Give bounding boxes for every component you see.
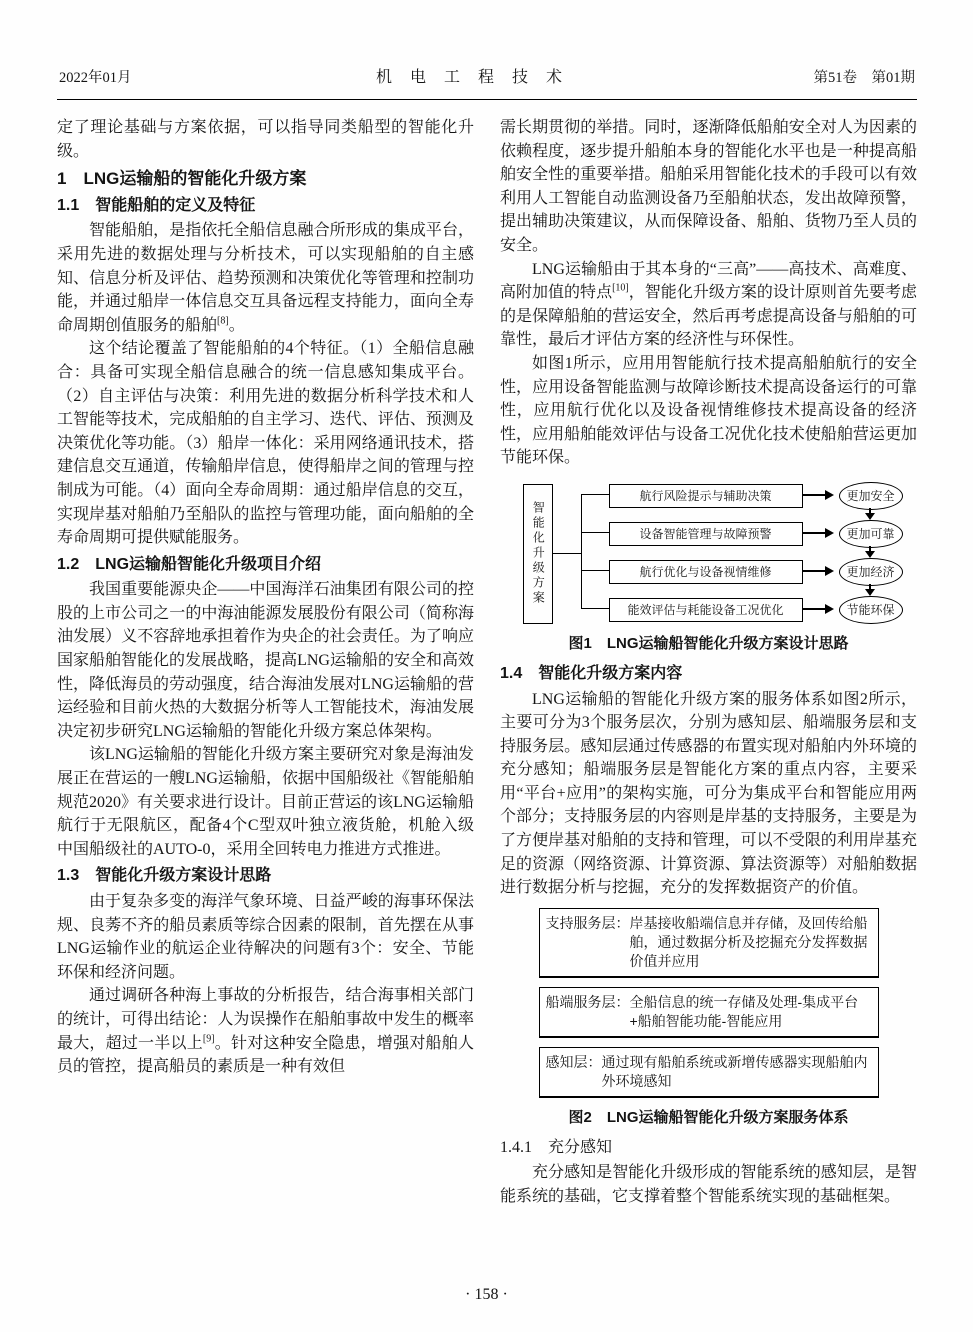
service-layer-box xyxy=(539,987,879,1038)
service-layer-box xyxy=(539,908,879,978)
connector-line xyxy=(581,570,609,572)
section-heading-1-4-1: 1.4.1 充分感知 xyxy=(500,1138,613,1156)
paragraph-text: 。 xyxy=(228,316,245,334)
connector-line xyxy=(552,553,582,555)
paragraph: 充分感知是智能化升级形成的智能系统的感知层，是智能系统的基础，它支撑着整个智能系统实现的基础框架。 xyxy=(500,1164,917,1206)
arrow-right-head xyxy=(825,566,834,576)
arrow-right-head xyxy=(825,528,834,538)
layer-text: 岸基接收船端信息并存储，及回传给船舶，通过数据分析及挖掘充分发挥数据价值并应用 xyxy=(629,914,868,969)
arrow-right xyxy=(803,532,825,534)
header-date: 2022年01月 xyxy=(59,70,132,86)
paragraph: 由于复杂多变的海洋气象环境、日益严峻的海事环保法规、良莠不齐的船员素质等综合因素的限制，首先摆在从事LNG运输作业的航运企业待解决的问题有3个：安全、节能环保和经济问题。 xyxy=(57,893,474,981)
paragraph-text: LNG运输船由于其本身的“三高”——高技术、高难度、高附加值的特点 xyxy=(500,260,917,302)
layer-label: 感知层： xyxy=(545,1053,602,1070)
citation-ref: [9] xyxy=(202,1033,215,1045)
service-layer-box xyxy=(539,1047,879,1098)
journal-title: 机 电 工 程 技 术 xyxy=(375,69,569,86)
arrow-right xyxy=(803,608,825,610)
paragraph-text: 智能船舶，是指依托全船信息融合所形成的集成平台，采用先进的数据处理与分析技术，可以实现船舶的自主感知、信息分析及评估、趋势预测和决策优化等管理和控制功能，并通过船岸一体信息交互具备远程支持能力，面向全寿命周期创值服务的船舶 xyxy=(57,222,474,334)
arrow-right-head xyxy=(825,490,834,500)
right-column xyxy=(500,116,917,1209)
section-heading-1-2: 1.2 LNG运输船智能化升级项目介绍 xyxy=(57,555,322,573)
header-rule xyxy=(57,99,917,100)
figure1-flow-diagram xyxy=(509,478,909,630)
arrow-down-head xyxy=(865,513,875,520)
paragraph-text: 通过调研各种海上事故的分析报告，结合海事相关部门的统计，可得出结论：人为误操作在船舶事故中发生的概率最大，超过一半以上 xyxy=(57,987,474,1052)
flow-result-ellipse: 更加安全 xyxy=(839,482,903,510)
page-header xyxy=(57,50,917,99)
layer-label: 支持服务层： xyxy=(545,914,630,931)
paragraph: 这个结论覆盖了智能船舶的4个特征。（1）全船信息融合：具备可实现全船信息融合的统一信息感知集成平台。（2）自主评估与决策：利用先进的数据分析科学技术和人工智能等技术，完成船舶的自主学习、迭代、评估、预测及决策优化等功能。（3）船岸一体化：采用网络通讯技术，搭建信息交互通道，传输船岸信息，使得船岸之间的管理与控制成为可能。（4）面向全寿命周期：通过船岸信息的交互，实现岸基对船舶乃至船队的监控与管理功能，面向船舶的全寿命周期可提供赋能服务。 xyxy=(57,340,474,547)
arrow-down-head xyxy=(865,551,875,558)
figure2-caption: 图2 LNG运输船智能化升级方案服务体系 xyxy=(568,1108,849,1126)
paragraph: 如图1所示，应用用智能航行技术提高船舶航行的安全性，应用设备智能监测与故障诊断技术提高设备运行的可靠性，应用航行优化以及设备视情维修技术提高设备的经济性，应用船舶能效评估与设备工况优化技术使船舶营运更加节能环保。 xyxy=(500,354,917,467)
section-heading-1-4: 1.4 智能化升级方案内容 xyxy=(500,664,683,682)
header-issue: 第51卷 第01期 xyxy=(813,70,915,86)
figure2-layer-diagram xyxy=(539,908,879,1098)
connector-line xyxy=(581,495,583,609)
paragraph xyxy=(57,219,474,337)
flow-result-ellipse: 更加可靠 xyxy=(839,520,903,548)
arrow-right xyxy=(803,494,825,496)
arrow-right xyxy=(803,570,825,572)
flow-step-box: 能效评估与耗能设备工况优化 xyxy=(609,598,803,622)
section-heading-1-3: 1.3 智能化升级方案设计思路 xyxy=(57,867,272,885)
layer-text: 全船信息的统一存储及处理-集成平台+船舶智能功能-智能应用 xyxy=(629,993,859,1029)
page-number: · 158 · xyxy=(465,1286,508,1303)
paragraph: LNG运输船的智能化升级方案的服务体系如图2所示，主要可分为3个服务层次，分别为感知层、船端服务层和支持服务层。感知层通过传感器的布置实现对船舶内外环境的充分感知；船端服务层是智能化方案的重点内容，主要采用“平台+应用”的架构实施，可分为集成平台和智能应用两个部分；支持服务层的内容则是岸基的支持服务，主要是为了方便岸基对船舶的支持和管理，可以不受限的利用岸基充足的资源（网络资源、计算资源、算法资源等）对船舶数据进行数据分析与挖掘，充分的发挥数据资产的价值。 xyxy=(500,690,917,897)
arrow-down-head xyxy=(865,589,875,596)
flow-step-box: 航行优化与设备视情维修 xyxy=(609,560,803,584)
section-heading-1-1: 1.1 智能船舶的定义及特征 xyxy=(57,196,256,214)
citation-ref: [8] xyxy=(217,315,229,327)
paragraph: 定了理论基础与方案依据，可以指导同类船型的智能化升级。 xyxy=(57,119,474,160)
figure1-caption: 图1 LNG运输船智能化升级方案设计思路 xyxy=(568,634,849,652)
paragraph xyxy=(57,984,474,1078)
flow-result-ellipse: 更加经济 xyxy=(839,558,903,586)
citation-ref: [10] xyxy=(612,282,629,294)
flow-step-box: 设备智能管理与故障预警 xyxy=(609,522,803,546)
paragraph xyxy=(500,258,917,352)
two-column-body xyxy=(57,116,917,1209)
connector-line xyxy=(581,608,609,610)
connector-line xyxy=(581,494,609,496)
left-column xyxy=(57,116,474,1209)
paragraph: 该LNG运输船的智能化升级方案主要研究对象是海油发展正在营运的一艘LNG运输船，依据中国船级社《智能船舶规范2020》有关要求进行设计。目前正营运的该LNG运输船航行于无限航区，配备4个C型双叶独立液货舱，机舱入级中国船级社的AUTO-0，采用全回转电力推进方式推进。 xyxy=(57,746,474,858)
arrow-right-head xyxy=(825,604,834,614)
flow-step-box: 航行风险提示与辅助决策 xyxy=(609,484,803,508)
connector-line xyxy=(581,532,609,534)
paragraph-text: 。针对这种安全隐患，增强对船舶人员的管控，提高船员的素质是一种有效但 xyxy=(57,1034,474,1076)
paragraph-text: ，智能化升级方案的设计原则首先要考虑的是保障船舶的营运安全，然后再考虑提高设备与船舶的可靠性，最后才评估方案的经济性与环保性。 xyxy=(500,284,917,349)
layer-label: 船端服务层： xyxy=(545,993,630,1010)
paragraph: 我国重要能源央企——中国海洋石油集团有限公司的控股的上市公司之一的中海油能源发展股份有限公司（简称海油发展）义不容辞地承担着作为央企的社会责任。为了响应国家船舶智能化的发展战略，提高LNG运输船的安全和高效性，降低海员的劳动强度，结合海油发展对LNG运输船的营运经验和目前火热的大数据分析等人工智能技术，海油发展决定初步研究LNG运输船的智能化升级方案总体架构。 xyxy=(57,581,474,740)
section-heading-1: 1 LNG运输船的智能化升级方案 xyxy=(57,169,307,189)
paragraph: 需长期贯彻的举措。同时，逐渐降低船舶安全对人为因素的依赖程度，逐步提升船舶本身的智能化水平也是一种提高船舶安全性的重要举措。船舶采用智能化技术的手段可以有效利用人工智能自动监测设备乃至船舶状态，发出故障预警，提出辅助决策建议，从而保障设备、船舶、货物乃至人员的安全。 xyxy=(500,119,917,254)
flow-result-ellipse: 节能环保 xyxy=(839,596,903,624)
layer-text: 通过现有船舶系统或新增传感器实现船舶内外环境感知 xyxy=(601,1053,868,1089)
flow-root-box: 智能化升级方案 xyxy=(523,484,553,624)
